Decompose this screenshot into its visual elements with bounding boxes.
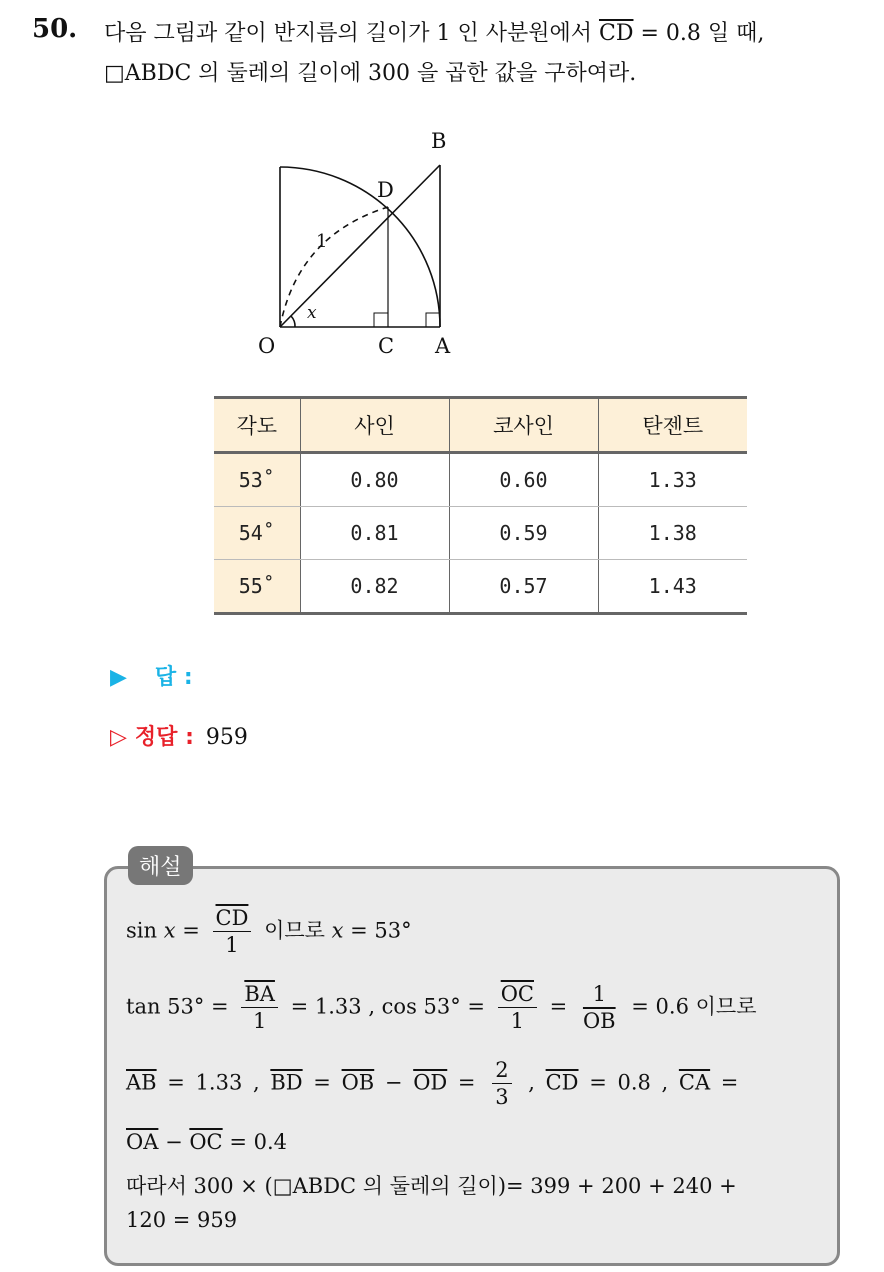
answer-line (110, 660, 193, 691)
explanation-line-2: tan 53° = $\frac{\overline{BA}}{1}$ = 1.33 , cos 53° = $\frac{\overline{OC}}{1}$ = $\frac{1}{OB}$ = 0.6 이므로 (126, 982, 757, 1034)
cell-sine: 0.81 (300, 507, 449, 560)
cell-tangent: 1.38 (598, 507, 747, 560)
table-row (214, 453, 747, 507)
angle-arc (291, 316, 295, 327)
explanation-tag: 해설 (128, 846, 193, 885)
cell-tangent: 1.33 (598, 453, 747, 507)
header-cosine: 코사인 (449, 398, 598, 453)
correct-value: 959 (205, 725, 248, 750)
quarter-circle-figure (250, 125, 480, 365)
right-angle-c (374, 313, 388, 327)
correct-label: 정답 : (134, 725, 194, 750)
cell-cosine: 0.57 (449, 560, 598, 614)
label-d: D (377, 178, 394, 202)
answer-label: 답 : (154, 665, 193, 690)
cell-tangent: 1.43 (598, 560, 747, 614)
explanation-line-4: $\overline{OA} - \overline{OC} = 0.4$ (126, 1130, 287, 1154)
label-a: A (435, 334, 451, 358)
outline-arrow-icon: ▷ (110, 725, 127, 750)
question-line-1: 다음 그림과 같이 반지름의 길이가 1 인 사분원에서 $\overline{CD} = 0.8$ 일 때, (104, 21, 765, 46)
segment-cd: $\overline{CD}$ (598, 21, 634, 46)
cell-cosine: 0.60 (449, 453, 598, 507)
cell-sine: 0.80 (300, 453, 449, 507)
header-tangent: 탄젠트 (598, 398, 747, 453)
table-row (214, 507, 747, 560)
question-line-2: □ABDC 의 둘레의 길이에 300 을 곱한 값을 구하여라. (104, 61, 637, 86)
header-angle: 각도 (214, 398, 300, 453)
header-sine: 사인 (300, 398, 449, 453)
trig-table (214, 396, 747, 615)
explanation-line-6: 120 = 959 (126, 1208, 238, 1232)
label-x: x (307, 303, 317, 323)
explanation-line-5: 따라서 300 × (□ABDC 의 둘레의 길이)= 399 + 200 + 240 + (126, 1174, 737, 1198)
table-row (214, 560, 747, 614)
play-arrow-icon: ▶ (110, 665, 127, 690)
label-b: B (431, 129, 447, 153)
cell-angle: 53˚ (214, 453, 300, 507)
cell-cosine: 0.59 (449, 507, 598, 560)
question-number: 50. (32, 14, 78, 44)
cell-sine: 0.82 (300, 560, 449, 614)
label-one: 1 (316, 231, 328, 252)
right-angle-a (426, 313, 440, 327)
explanation-line-3: $\overline{AB} = 1.33$ , $\overline{BD} = \overline{OB} - \overline{OD}$ = $\frac{2}{3}$ , $\overline{CD} = 0.8$ , $\overline{CA}$ = (126, 1058, 739, 1110)
label-c: C (378, 334, 395, 358)
cell-angle: 54˚ (214, 507, 300, 560)
label-o: O (258, 334, 276, 358)
correct-answer-line (110, 720, 248, 751)
table-header-row (214, 398, 747, 453)
cell-angle: 55˚ (214, 560, 300, 614)
dashed-radius (280, 207, 388, 327)
explanation-line-1: sin x = $\frac{\overline{CD}}{1}$ 이므로 x = 53° (126, 906, 412, 958)
